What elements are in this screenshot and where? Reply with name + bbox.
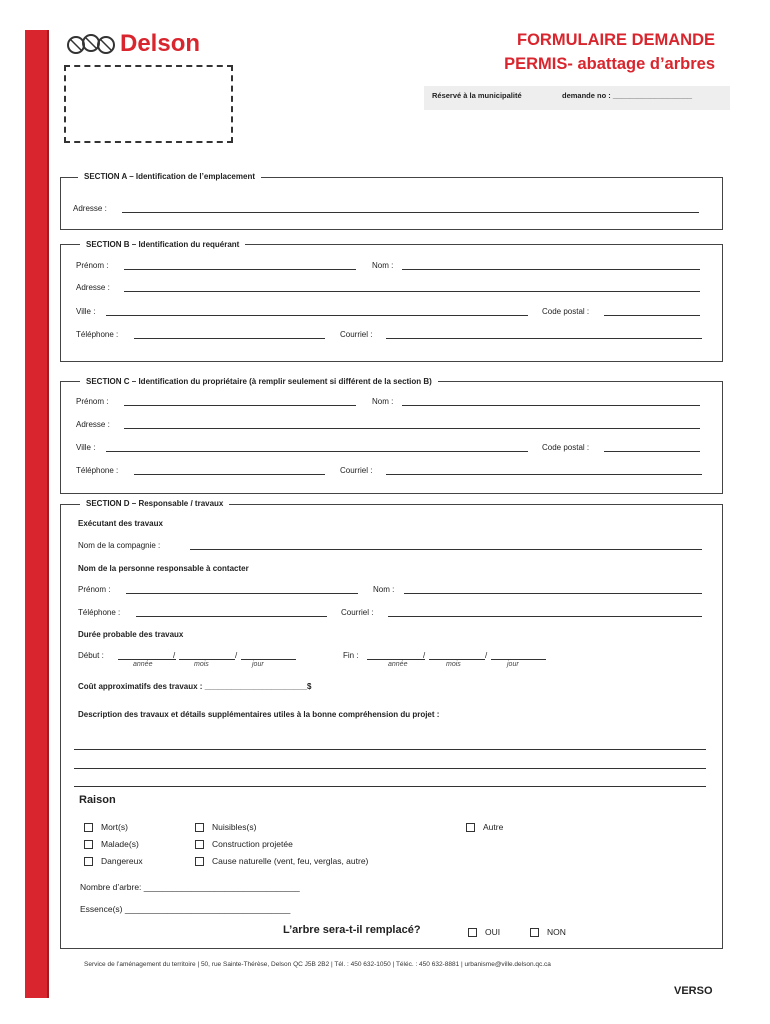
checkbox-icon[interactable] [195, 857, 204, 866]
option-autre[interactable] [466, 822, 503, 832]
fin-annee-field[interactable] [367, 659, 425, 660]
executant-heading: Exécutant des travaux [78, 519, 163, 528]
red-side-bar [25, 30, 47, 998]
responsable-heading: Nom de la personne responsable à contacter [78, 564, 249, 573]
description-line-2[interactable] [74, 768, 706, 769]
section-c-telephone-field[interactable] [134, 474, 325, 475]
option-label: Malade(s) [101, 839, 139, 849]
option-label: Construction projetée [212, 839, 293, 849]
reserved-label: Réservé à la municipalité [432, 91, 522, 100]
form-title [355, 28, 715, 76]
logo-text: Delson [120, 30, 201, 57]
option-cause-naturelle[interactable] [195, 856, 368, 866]
section-d-courriel-field[interactable] [388, 616, 702, 617]
section-c-telephone-label: Téléphone : [76, 466, 119, 475]
delson-logo [66, 30, 200, 58]
section-b-telephone-label: Téléphone : [76, 330, 119, 339]
section-b-legend: SECTION B – Identification du requérant [80, 240, 245, 249]
checkbox-icon[interactable] [195, 840, 204, 849]
section-b-telephone-field[interactable] [134, 338, 325, 339]
checkbox-icon[interactable] [468, 928, 477, 937]
description-line-3[interactable] [74, 786, 706, 787]
option-oui[interactable] [468, 927, 500, 937]
section-c-code-postal-label: Code postal : [542, 443, 590, 452]
section-c-adresse-label: Adresse : [76, 420, 110, 429]
section-a-box [60, 177, 723, 230]
duree-heading: Durée probable des travaux [78, 630, 184, 639]
checkbox-icon[interactable] [466, 823, 475, 832]
section-c-prenom-label: Prénom : [76, 397, 109, 406]
checkbox-icon[interactable] [84, 857, 93, 866]
section-d-legend: SECTION D – Responsable / travaux [80, 499, 229, 508]
section-d-nom-field[interactable] [404, 593, 702, 594]
section-b-courriel-field[interactable] [386, 338, 702, 339]
section-b-ville-field[interactable] [106, 315, 528, 316]
slash: / [423, 651, 426, 660]
checkbox-icon[interactable] [195, 823, 204, 832]
remplace-question: L’arbre sera-t-il remplacé? [283, 924, 421, 936]
option-label: Autre [483, 822, 504, 832]
compagnie-field[interactable] [190, 549, 702, 550]
option-dangereux[interactable] [84, 856, 143, 866]
debut-annee-field[interactable] [118, 659, 176, 660]
option-construction[interactable] [195, 839, 293, 849]
section-a-adresse-label: Adresse : [73, 204, 107, 213]
option-non[interactable] [530, 927, 566, 937]
reserved-box [424, 86, 730, 110]
option-label: Mort(s) [101, 822, 128, 832]
section-b-code-postal-field[interactable] [604, 315, 700, 316]
fin-mois-caption: mois [446, 661, 461, 668]
cout-label: Coût approximatifs des travaux : _______________________$ [78, 682, 312, 691]
section-b-ville-label: Ville : [76, 307, 96, 316]
debut-jour-field[interactable] [241, 659, 296, 660]
section-a-adresse-field[interactable] [122, 212, 699, 213]
section-d-telephone-field[interactable] [136, 616, 327, 617]
section-d-nom-label: Nom : [373, 585, 395, 594]
fin-annee-caption: année [388, 661, 408, 668]
demand-no-label: demande no : ___________________ [562, 91, 693, 100]
verso-label: VERSO [674, 985, 713, 997]
option-label: Cause naturelle (vent, feu, verglas, autre) [212, 856, 369, 866]
section-c-ville-field[interactable] [106, 451, 528, 452]
debut-mois-caption: mois [194, 661, 209, 668]
section-c-nom-field[interactable] [402, 405, 700, 406]
title-line-2: PERMIS- abattage d’arbres [504, 55, 715, 73]
compagnie-label: Nom de la compagnie : [78, 541, 161, 550]
debut-label: Début : [78, 651, 104, 660]
option-label: OUI [485, 927, 501, 937]
checkbox-icon[interactable] [84, 840, 93, 849]
section-c-code-postal-field[interactable] [604, 451, 700, 452]
section-b-adresse-field[interactable] [124, 291, 700, 292]
checkbox-icon[interactable] [530, 928, 539, 937]
section-b-nom-label: Nom : [372, 261, 394, 270]
option-label: NON [547, 927, 566, 937]
checkbox-icon[interactable] [84, 823, 93, 832]
nombre-arbre-label: Nombre d’arbre: _________________________________ [80, 882, 300, 892]
section-d-telephone-label: Téléphone : [78, 608, 121, 617]
fin-jour-caption: jour [507, 661, 519, 668]
section-b-prenom-label: Prénom : [76, 261, 109, 270]
section-b-courriel-label: Courriel : [340, 330, 373, 339]
section-b-prenom-field[interactable] [124, 269, 356, 270]
section-d-prenom-label: Prénom : [78, 585, 111, 594]
footer-contact: Service de l’aménagement du territoire | 50, rue Sainte-Thérèse, Delson QC J5B 2B2 | Tél. : 450 632-1050 | Téléc. : 450 632-8881 | urbanisme@ville.delson.qc.ca [84, 961, 551, 968]
section-c-prenom-field[interactable] [124, 405, 356, 406]
section-c-adresse-field[interactable] [124, 428, 700, 429]
section-b-code-postal-label: Code postal : [542, 307, 590, 316]
section-c-courriel-label: Courriel : [340, 466, 373, 475]
option-label: Nuisibles(s) [212, 822, 257, 832]
option-malade[interactable] [84, 839, 139, 849]
section-a-legend: SECTION A – Identification de l’emplacement [78, 172, 261, 181]
section-c-courriel-field[interactable] [386, 474, 702, 475]
slash: / [173, 651, 176, 660]
slash: / [235, 651, 238, 660]
debut-annee-caption: année [133, 661, 153, 668]
section-c-legend: SECTION C – Identification du propriétaire (à remplir seulement si différent de la section B) [80, 377, 438, 386]
description-line-1[interactable] [74, 749, 706, 750]
slash: / [485, 651, 488, 660]
section-c-nom-label: Nom : [372, 397, 394, 406]
fin-label: Fin : [343, 651, 359, 660]
debut-jour-caption: jour [252, 661, 264, 668]
section-d-courriel-label: Courriel : [341, 608, 374, 617]
title-line-1: FORMULAIRE DEMANDE [517, 31, 715, 49]
option-mort[interactable] [84, 822, 128, 832]
stamp-area [64, 65, 233, 143]
option-label: Dangereux [101, 856, 143, 866]
section-b-nom-field[interactable] [402, 269, 700, 270]
bicycle-logo-icon [66, 33, 116, 55]
fin-mois-field[interactable] [429, 659, 485, 660]
section-b-adresse-label: Adresse : [76, 283, 110, 292]
description-label: Description des travaux et détails supplémentaires utiles à la bonne compréhension du projet : [78, 710, 440, 719]
section-c-ville-label: Ville : [76, 443, 96, 452]
section-d-prenom-field[interactable] [126, 593, 358, 594]
fin-jour-field[interactable] [491, 659, 546, 660]
debut-mois-field[interactable] [179, 659, 235, 660]
option-nuisibles[interactable] [195, 822, 256, 832]
essence-label: Essence(s) ___________________________________ [80, 904, 291, 914]
raison-heading: Raison [79, 794, 116, 806]
